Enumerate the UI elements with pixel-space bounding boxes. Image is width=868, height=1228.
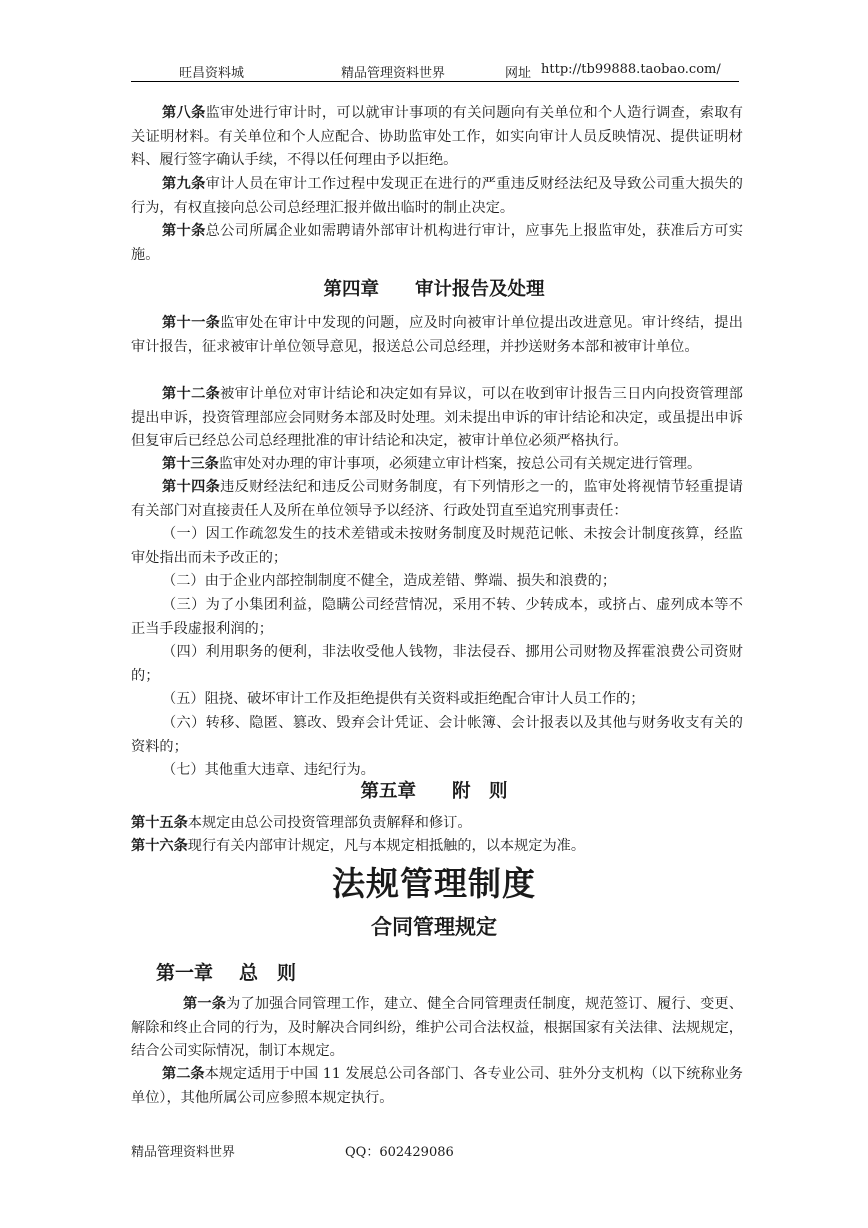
article-10 (131, 220, 743, 267)
list-item: （五）阻挠、破坏审计工作及拒绝提供有关资料或拒绝配合审计人员工作的； (162, 691, 645, 707)
article-text: 本规定适用于中国 11 发展总公司各部门、各专业公司、驻外分支机构（以下统称业务单位），其他所属公司应参照本规定执行。 (131, 1066, 743, 1106)
article-number: 第十四条 (162, 479, 221, 495)
article-9 (131, 173, 743, 220)
article-8 (131, 102, 743, 173)
article-number: 第十六条 (131, 838, 188, 854)
article-text: 违反财经法纪和违反公司财务制度，有下列情形之一的，监审处将视情节轻重提请有关部门对直接责任人及所在单位领导予以经济、行政处罚直至追究刑事责任： (131, 479, 743, 519)
chapter-number: 第四章 (323, 279, 379, 300)
chapter-number: 第五章 (360, 781, 416, 802)
header-url-label: 网址 (505, 66, 532, 81)
article-text: 总公司所属企业如需聘请外部审计机构进行审计，应事先上报监审处，获准后方可实施。 (131, 223, 743, 263)
article-number: 第一条 (183, 996, 227, 1012)
article-13 (131, 453, 743, 477)
article-16 (131, 835, 743, 859)
list-item: （四）利用职务的便利，非法收受他人钱物，非法侵吞、挪用公司财物及挥霍浪费公司资财的； (131, 644, 743, 684)
article-number: 第二条 (162, 1066, 205, 1082)
page-header (0, 62, 868, 80)
article-text: 审计人员在审计工作过程中发现正在进行的严重违反财经法纪及导致公司重大损失的行为，有权直接向总公司总经理汇报并做出临时的制止决定。 (131, 176, 743, 216)
article-15 (131, 812, 743, 836)
article-text: 本规定由总公司投资管理部负责解释和修订。 (187, 815, 472, 831)
article-number: 第十二条 (162, 386, 221, 402)
chapter-number: 第一章 (156, 962, 214, 984)
article-number: 第九条 (162, 176, 206, 192)
article-14 (131, 476, 743, 523)
article-text: 现行有关内部审计规定，凡与本规定相抵触的，以本规定为准。 (187, 838, 586, 854)
footer-qq: QQ：602429086 (345, 1145, 454, 1160)
list-item: （七）其他重大违章、违纪行为。 (162, 762, 375, 778)
chapter-title: 附 则 (452, 781, 508, 802)
chapter-4-heading (0, 275, 868, 301)
article-text: 监审处对办理的审计事项，必须建立审计档案，按总公司有关规定进行管理。 (218, 456, 702, 472)
list-item: （六）转移、隐匿、篡改、毁弃会计凭证、会计帐簿、会计报表以及其他与财务收支有关的资料的； (131, 715, 743, 755)
article-number: 第八条 (162, 105, 206, 121)
article-11 (131, 312, 743, 359)
list-item: （一）因工作疏忽发生的技术差错或未按财务制度及时规范记帐、未按会计制度孩算，经监审处指出而未予改正的； (131, 526, 743, 566)
chapter-title: 审计报告及处理 (415, 279, 545, 300)
article-number: 第十条 (162, 223, 206, 239)
list-item: （二）由于企业内部控制制度不健全，造成差错、弊端、损失和浪费的； (162, 573, 617, 589)
article-number: 第十三条 (162, 456, 219, 472)
document-subtitle: 合同管理规定 (371, 914, 497, 939)
footer-left-text: 精品管理资料世界 (131, 1145, 236, 1160)
header-center-text: 精品管理资料世界 (341, 66, 446, 81)
article-1 (131, 993, 743, 1064)
header-left-text: 旺昌资料城 (179, 66, 245, 81)
article-text: 为了加强合同管理工作，建立、健全合同管理责任制度，规范签订、履行、变更、解除和终止合同的行为，及时解决合同纠纷，维护公司合法权益，根据国家有关法律、法规规定，结合公司实际情况，制订本规定。 (131, 996, 743, 1060)
list-item: （三）为了小集团利益，隐瞒公司经营情况，采用不转、少转成本，或挤占、虚列成本等不正当手段虚报利润的； (131, 597, 743, 637)
article-text: 监审处进行审计时，可以就审计事项的有关问题向有关单位和个人造行调查，索取有关证明材料。有关单位和个人应配合、协助监审处工作，如实向审计人员反映情况、提供证明材料、履行签字确认手续，不得以任何理由予以拒绝。 (131, 105, 743, 169)
chapter-5-heading (0, 777, 868, 803)
chapter-title: 总 则 (239, 962, 297, 984)
article-number: 第十五条 (131, 815, 188, 831)
article-text: 被审计单位对审计结论和决定如有异议，可以在收到审计报告三日内向投资管理部提出申诉，投资管理部应会同财务本部及时处理。刘未提出申诉的审计结论和决定，或虽提出申诉但复审后已经总公司总经理批准的审计结论和决定，被审计单位必须严格执行。 (131, 386, 743, 450)
article-2 (131, 1063, 743, 1110)
article-12 (131, 383, 743, 454)
article-number: 第十一条 (162, 315, 221, 331)
document-title: 法规管理制度 (332, 864, 536, 903)
header-url[interactable]: http://tb99888.taobao.com/ (541, 62, 721, 77)
article-text: 监审处在审计中发现的问题，应及时向被审计单位提出改进意见。审计终结，提出审计报告，征求被审计单位领导意见，报送总公司总经理，并抄送财务本部和被审计单位。 (131, 315, 743, 355)
chapter-1-heading (156, 958, 296, 985)
header-divider (131, 81, 739, 82)
